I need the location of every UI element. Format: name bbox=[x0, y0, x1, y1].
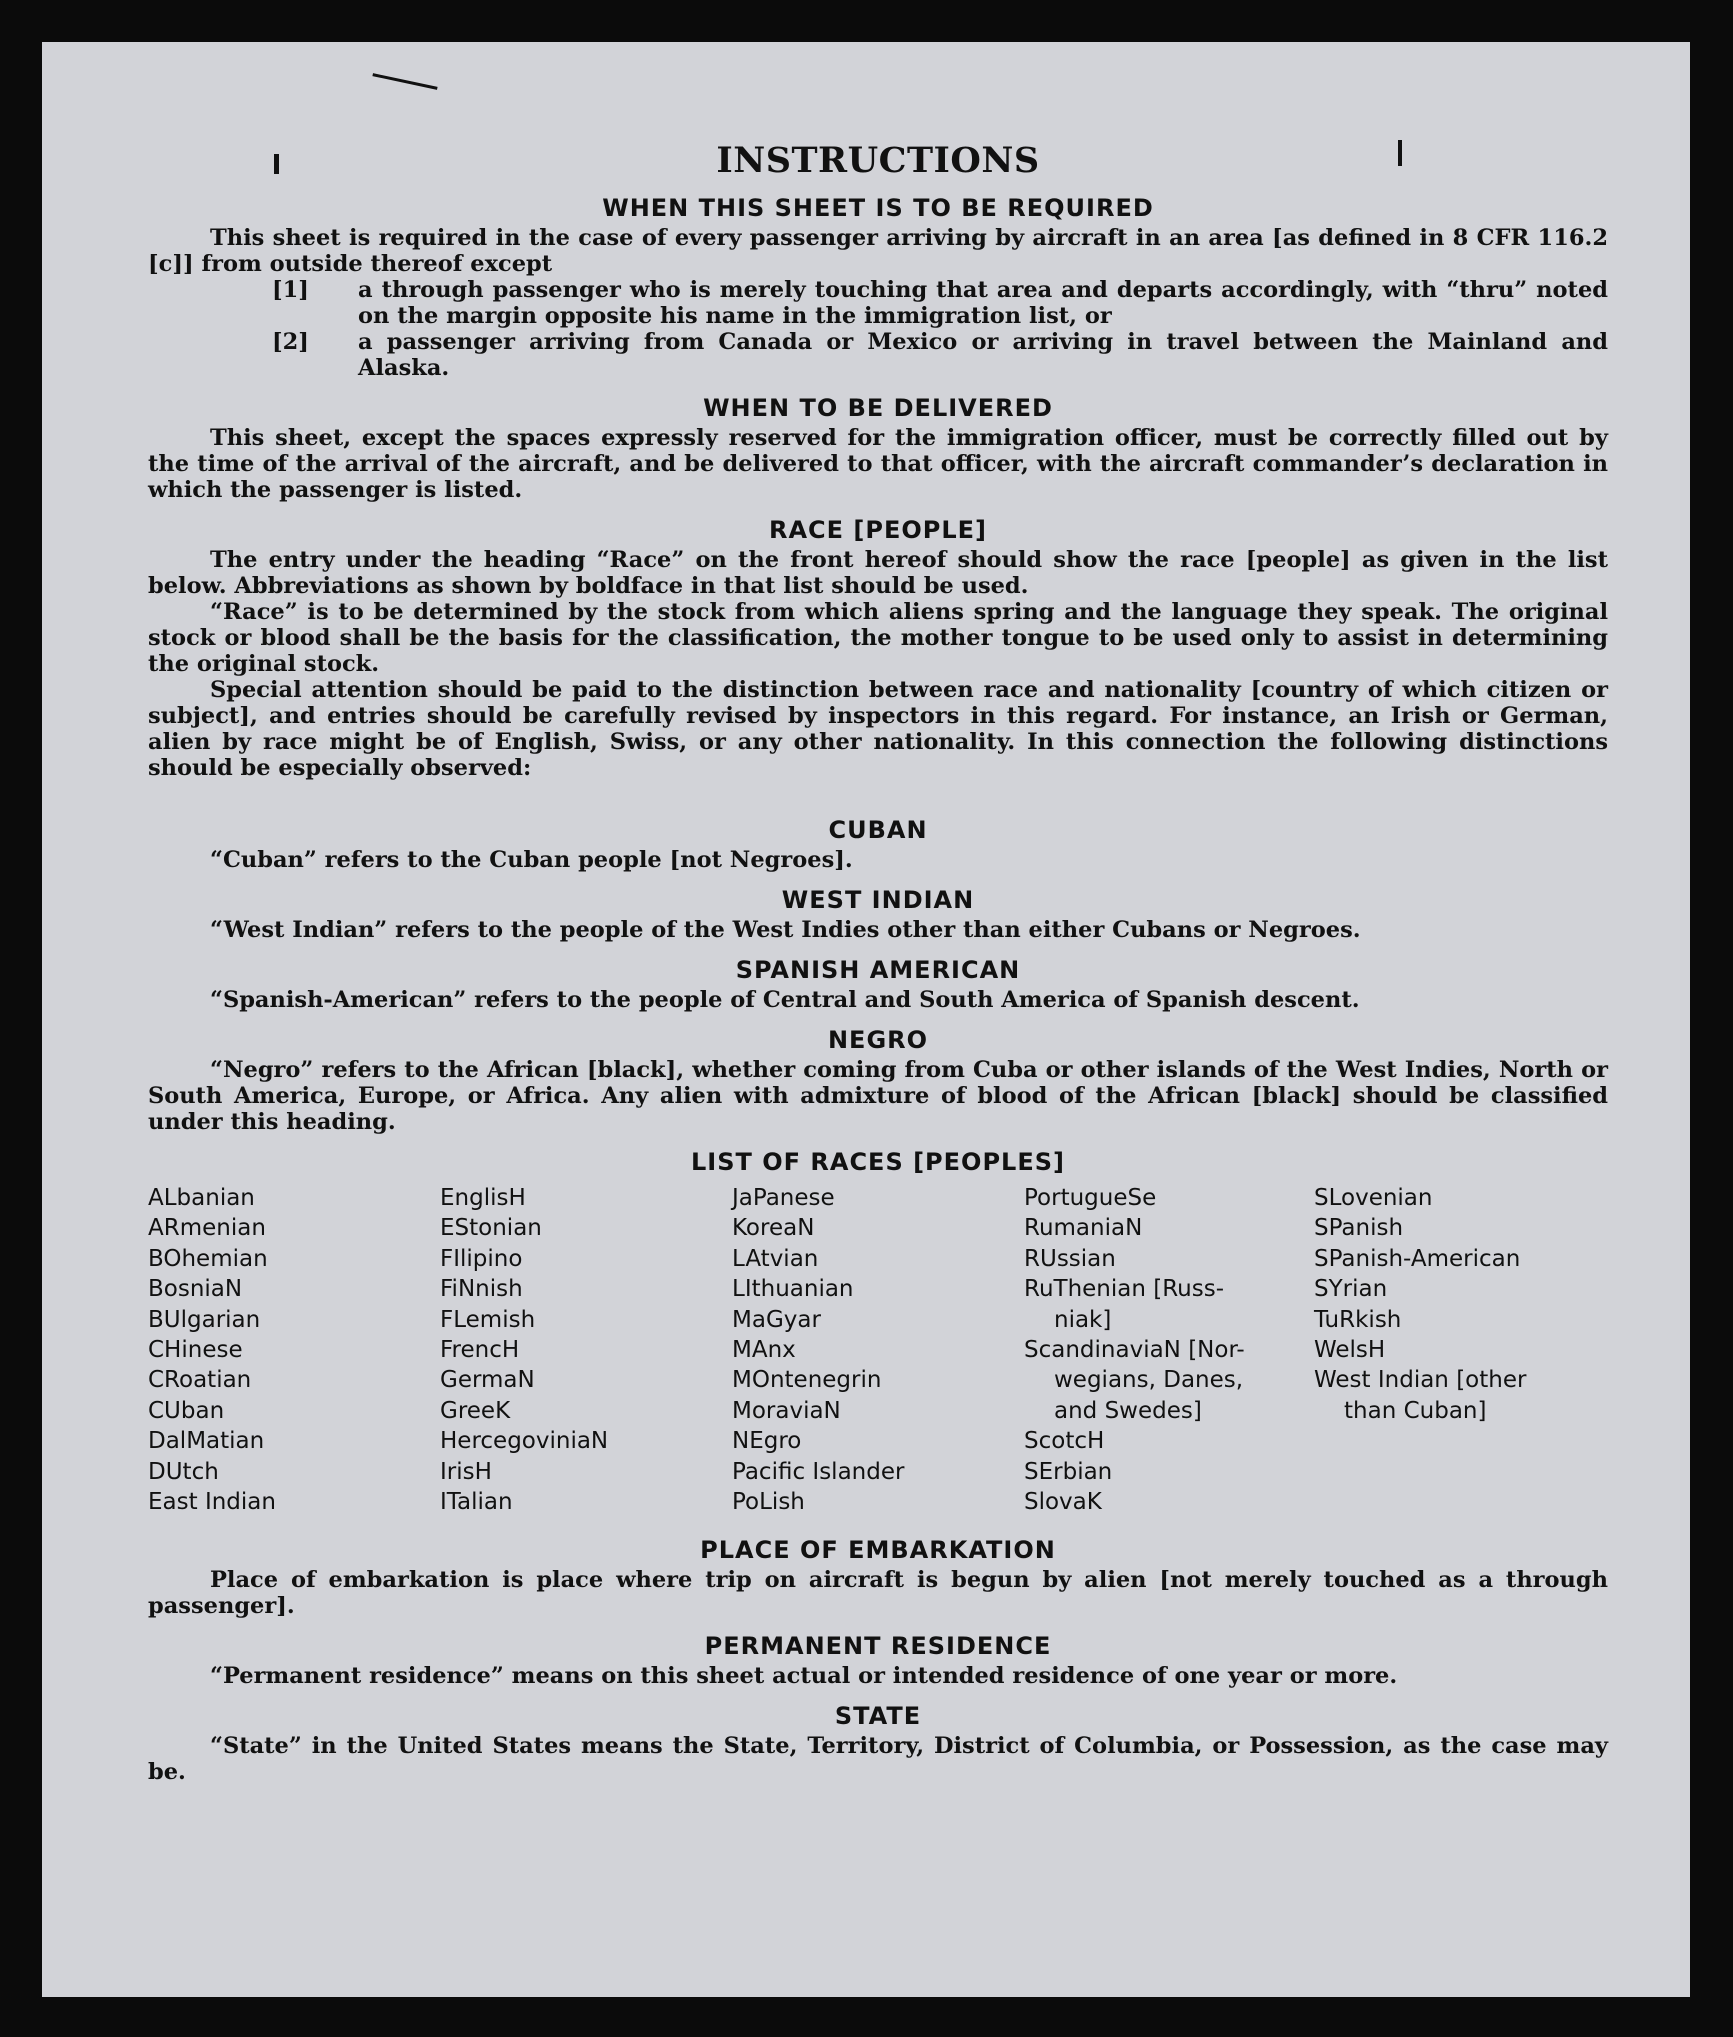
required-item-2 bbox=[148, 329, 1608, 381]
race-item: NEgro bbox=[732, 1428, 802, 1455]
race-item: MAnx bbox=[732, 1337, 796, 1364]
heading-required: WHEN THIS SHEET IS TO BE REQUIRED bbox=[602, 194, 1154, 222]
heading-negro: NEGRO bbox=[827, 1026, 929, 1054]
races-list bbox=[148, 1183, 1608, 1517]
race-item: MOntenegrin bbox=[732, 1367, 882, 1394]
required-intro: This sheet is required in the case of every passenger arriving by aircraft in an area [as defined in 8 CFR 116.2 [c]] from outside thereof except bbox=[148, 225, 1608, 277]
heading-spanish-american: SPANISH AMERICAN bbox=[735, 956, 1021, 984]
required-item-1 bbox=[148, 277, 1608, 329]
heading-race: RACE [PEOPLE] bbox=[768, 516, 988, 544]
races-column-5 bbox=[1314, 1183, 1574, 1517]
race-item: BOhemian bbox=[148, 1245, 268, 1272]
race-item: SLovenian bbox=[1314, 1185, 1433, 1211]
race-item-continued: and Swedes] bbox=[1054, 1397, 1202, 1424]
race-item: EnglisH bbox=[440, 1185, 526, 1211]
race-item: East Indian bbox=[148, 1489, 276, 1516]
heading-delivered: WHEN TO BE DELIVERED bbox=[703, 394, 1053, 422]
race-item: FiNnish bbox=[440, 1276, 523, 1303]
permanent-residence-text: “Permanent residence” means on this sheet actual or intended residence of one year or more. bbox=[210, 1663, 1398, 1690]
race-item: MoraviaN bbox=[732, 1397, 841, 1424]
heading-state: STATE bbox=[834, 1702, 922, 1731]
item-text: a through passenger who is merely touching that area and departs accordingly, with “thru” noted on the margin opposite his name in the immigration list, or bbox=[358, 277, 1608, 329]
race-item: GreeK bbox=[440, 1397, 511, 1424]
race-item: TuRkish bbox=[1314, 1306, 1402, 1333]
race-item: ScandinaviaN [Nor- bbox=[1024, 1337, 1245, 1364]
race-item: SPanish bbox=[1314, 1215, 1404, 1242]
race-item: SlovaK bbox=[1024, 1489, 1102, 1516]
race-item: ITalian bbox=[440, 1489, 513, 1516]
race-paragraph-1: The entry under the heading “Race” on the front hereof should show the race [people] as given in the list below. Abbreviations as shown by boldface in that list should be used. bbox=[148, 547, 1608, 599]
race-item: LAtvian bbox=[732, 1245, 819, 1272]
race-item: SPanish-American bbox=[1314, 1245, 1521, 1272]
race-item: KoreaN bbox=[732, 1215, 815, 1242]
race-item: EStonian bbox=[440, 1215, 542, 1242]
race-item: FIlipino bbox=[440, 1245, 523, 1272]
races-column-1 bbox=[148, 1183, 440, 1517]
heading-west-indian: WEST INDIAN bbox=[781, 886, 975, 914]
race-paragraph-2: “Race” is to be determined by the stock from which aliens spring and the language they speak. The original stock or blood shall be the basis for the classification, the mother tongue to be used only to assist in determining the original stock. bbox=[148, 599, 1608, 677]
item-number: [2] bbox=[272, 329, 309, 355]
race-item: GermaN bbox=[440, 1367, 535, 1394]
heading-embarkation: PLACE OF EMBARKATION bbox=[700, 1536, 1056, 1565]
race-paragraph-3: Special attention should be paid to the distinction between race and nationality [country of which citizen or subject], and entries should be carefully revised by inspectors in this regard. For instance, an Irish or German, alien by race might be of English, Swiss, or any other nationality. In this connection the following distinctions should be especially observed: bbox=[148, 677, 1608, 781]
race-item: West Indian [other bbox=[1314, 1367, 1527, 1394]
race-item: JaPanese bbox=[732, 1185, 835, 1211]
heading-cuban: CUBAN bbox=[828, 816, 928, 844]
race-item: RUssian bbox=[1024, 1245, 1116, 1272]
heading-list-of-races: LIST OF RACES [PEOPLES] bbox=[691, 1148, 1065, 1176]
race-item: CUban bbox=[148, 1397, 225, 1424]
cuban-text: “Cuban” refers to the Cuban people [not Negroes]. bbox=[210, 847, 853, 873]
state-text: “State” in the United States means the State, Territory, District of Columbia, or Possession, as the case may be. bbox=[148, 1733, 1608, 1786]
race-item: CRoatian bbox=[148, 1367, 252, 1394]
race-item: ScotcH bbox=[1024, 1428, 1105, 1455]
document-page bbox=[42, 42, 1690, 1997]
delivered-text: This sheet, except the spaces expressly reserved for the immigration officer, must be correctly filled out by the time of the arrival of the aircraft, and be delivered to that officer, with the aircraft commander’s declaration in which the passenger is listed. bbox=[148, 425, 1608, 503]
item-number: [1] bbox=[272, 277, 309, 303]
race-item: RuThenian [Russ- bbox=[1024, 1276, 1225, 1303]
races-column-2 bbox=[440, 1183, 732, 1517]
race-item-continued: than Cuban] bbox=[1344, 1397, 1487, 1424]
west-indian-text: “West Indian” refers to the people of the West Indies other than either Cubans or Negroes. bbox=[210, 917, 1361, 943]
race-item: SYrian bbox=[1314, 1276, 1388, 1303]
race-item: FrencH bbox=[440, 1337, 520, 1364]
race-item: LIthuanian bbox=[732, 1276, 854, 1303]
scan-mark bbox=[372, 73, 437, 90]
instructions-content bbox=[148, 137, 1608, 1785]
race-item: RumaniaN bbox=[1024, 1215, 1143, 1242]
races-column-3 bbox=[732, 1183, 1024, 1517]
race-item-continued: wegians, Danes, bbox=[1054, 1367, 1244, 1394]
race-item: SErbian bbox=[1024, 1458, 1113, 1485]
race-item: PoLish bbox=[732, 1489, 805, 1516]
race-item-continued: niak] bbox=[1054, 1306, 1112, 1333]
race-item: WelsH bbox=[1314, 1337, 1386, 1364]
races-column-4 bbox=[1024, 1183, 1314, 1517]
spanish-american-text: “Spanish-American” refers to the people of Central and South America of Spanish descent. bbox=[210, 987, 1360, 1013]
negro-text: “Negro” refers to the African [black], whether coming from Cuba or other islands of the West Indies, North or South America, Europe, or Africa. Any alien with admixture of blood of the African [black] should be classified under this heading. bbox=[148, 1057, 1608, 1135]
embarkation-text: Place of embarkation is place where trip on aircraft is begun by alien [not merely touched as a through passenger]. bbox=[148, 1567, 1608, 1620]
race-item: BosniaN bbox=[148, 1276, 243, 1303]
page-title: INSTRUCTIONS bbox=[716, 140, 1040, 181]
race-item: Pacific Islander bbox=[732, 1458, 905, 1485]
race-item: HercegoviniaN bbox=[440, 1428, 609, 1455]
race-item: PortugueSe bbox=[1024, 1185, 1157, 1211]
race-item: DalMatian bbox=[148, 1428, 265, 1455]
race-item: CHinese bbox=[148, 1337, 243, 1364]
race-item: IrisH bbox=[440, 1458, 492, 1485]
race-item: DUtch bbox=[148, 1458, 219, 1485]
race-item: BUlgarian bbox=[148, 1306, 261, 1333]
race-item: FLemish bbox=[440, 1306, 536, 1333]
race-item: ARmenian bbox=[148, 1215, 266, 1242]
race-item: ALbanian bbox=[148, 1185, 255, 1211]
race-item: MaGyar bbox=[732, 1306, 821, 1333]
item-text: a passenger arriving from Canada or Mexico or arriving in travel between the Mainland and Alaska. bbox=[358, 329, 1608, 381]
heading-permanent-residence: PERMANENT RESIDENCE bbox=[704, 1632, 1052, 1661]
